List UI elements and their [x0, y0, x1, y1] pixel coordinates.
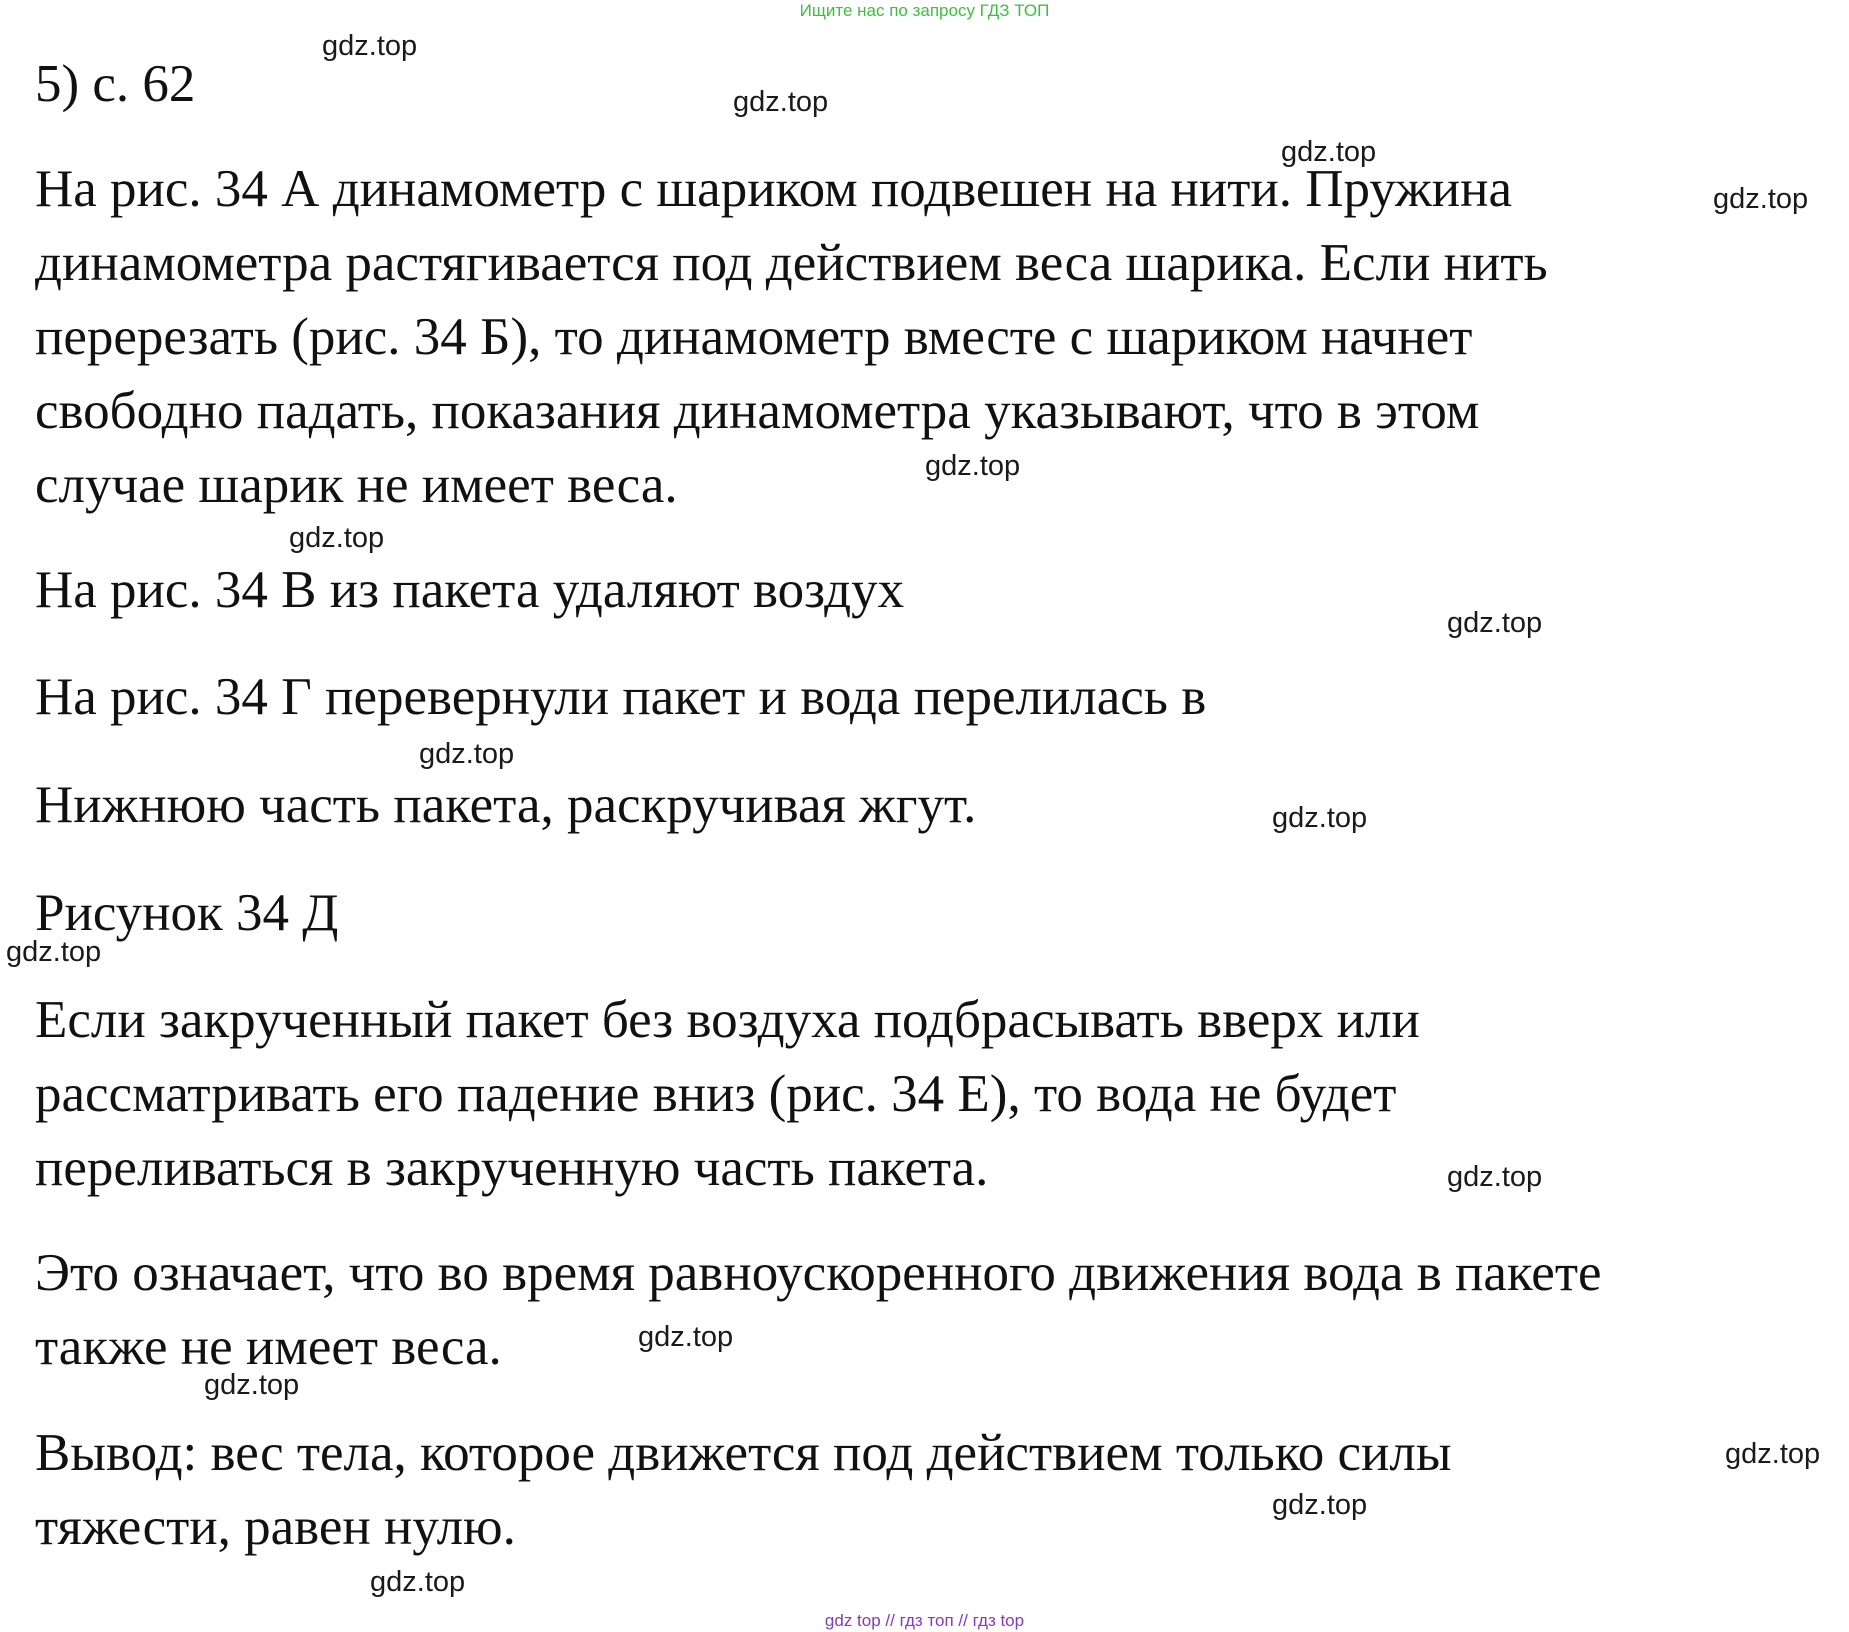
text-line: переливаться в закрученную часть пакета. [35, 1139, 989, 1197]
watermark: gdz.top [419, 738, 515, 770]
figure-caption: Рисунок 34 Д [35, 884, 339, 942]
watermark: gdz.top [925, 450, 1021, 482]
watermark: gdz.top [204, 1369, 300, 1401]
watermark: gdz.top [6, 936, 102, 968]
text-line: Нижнюю часть пакета, раскручивая жгут. [35, 776, 977, 834]
watermark: gdz.top [1281, 136, 1377, 168]
text-line: Это означает, что во время равноускоренного движения вода в пакете [35, 1244, 1602, 1302]
text-line: динамометра растягивается под действием веса шарика. Если нить [35, 234, 1548, 292]
footer-links: gdz top // гдз топ // гдз top [824, 1611, 1025, 1630]
text-line: случае шарик не имеет веса. [35, 456, 678, 514]
watermark: gdz.top [638, 1321, 734, 1353]
text-line: свободно падать, показания динамометра указывают, что в этом [35, 382, 1480, 440]
text-line: На рис. 34 А динамометр с шариком подвешен на нити. Пружина [35, 160, 1513, 218]
watermark: gdz.top [1272, 802, 1368, 834]
text-line: Если закрученный пакет без воздуха подбрасывать вверх или [35, 991, 1420, 1049]
text-line: На рис. 34 Г перевернули пакет и вода перелилась в [35, 668, 1207, 726]
watermark: gdz.top [370, 1566, 466, 1598]
text-line: рассматривать его падение вниз (рис. 34 Е), то вода не будет [35, 1065, 1397, 1123]
page-heading: 5) с. 62 [35, 55, 196, 113]
watermark: gdz.top [1725, 1438, 1821, 1470]
text-line: перерезать (рис. 34 Б), то динамометр вместе с шариком начнет [35, 308, 1473, 366]
watermark: gdz.top [1272, 1489, 1368, 1521]
watermark: gdz.top [322, 30, 418, 62]
conclusion-line: тяжести, равен нулю. [35, 1498, 516, 1556]
watermark: gdz.top [1713, 183, 1809, 215]
watermark: gdz.top [733, 86, 829, 118]
watermark: gdz.top [289, 522, 385, 554]
conclusion-line: Вывод: вес тела, которое движется под действием только силы [35, 1424, 1452, 1482]
watermark: gdz.top [1447, 607, 1543, 639]
top-banner: Ищите нас по запросу ГДЗ ТОП [799, 1, 1050, 20]
text-line: На рис. 34 В из пакета удаляют воздух [35, 561, 905, 619]
text-line: также не имеет веса. [35, 1318, 502, 1376]
watermark: gdz.top [1447, 1161, 1543, 1193]
